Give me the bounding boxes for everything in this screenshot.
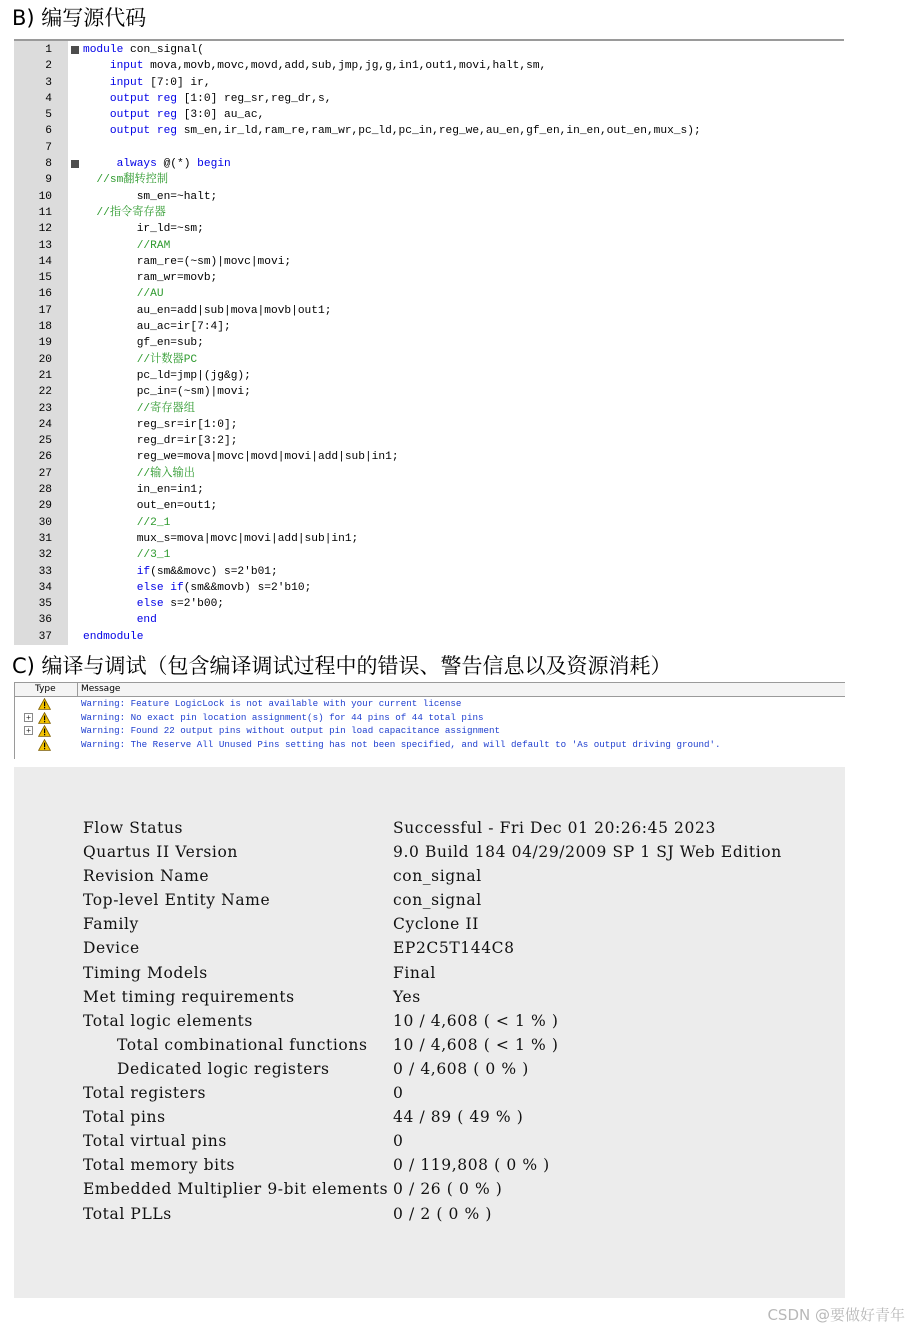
code-token: [7:0] ir,	[143, 76, 211, 89]
line-number: 10	[38, 190, 52, 203]
code-text	[83, 368, 251, 384]
code-comment: //AU	[83, 288, 164, 301]
code-text	[83, 303, 331, 319]
fold-toggle-icon[interactable]	[71, 46, 79, 54]
code-line	[14, 564, 844, 580]
summary-value: 0 / 2 ( 0 % )	[393, 1204, 492, 1223]
warning-message-text: Warning: The Reserve All Unused Pins setting has not been specified, and will default to 'As output driving ground'.	[81, 738, 721, 750]
summary-row	[14, 816, 845, 840]
code-text	[83, 547, 170, 563]
code-line	[14, 449, 844, 465]
code-token	[83, 77, 110, 89]
code-line	[14, 221, 844, 237]
code-comment: //3_1	[83, 549, 171, 562]
code-line	[14, 515, 844, 531]
code-line	[14, 58, 844, 74]
summary-label: Device	[83, 939, 140, 958]
summary-value: 0	[393, 1084, 404, 1103]
code-comment: //计数器PC	[83, 353, 198, 366]
line-number: 36	[38, 614, 52, 627]
code-token	[83, 109, 110, 121]
code-token	[83, 60, 110, 72]
code-text	[83, 482, 204, 498]
code-comment: //寄存器组	[83, 402, 195, 415]
line-number: 7	[45, 141, 52, 154]
warning-icon	[38, 698, 51, 710]
line-number: 12	[38, 223, 52, 236]
code-text	[83, 466, 195, 482]
summary-value: Successful - Fri Dec 01 20:26:45 2023	[393, 819, 716, 837]
code-text	[83, 42, 204, 58]
code-line	[14, 547, 844, 563]
line-number: 32	[38, 549, 52, 562]
code-line	[14, 270, 844, 286]
line-number: 1	[45, 44, 52, 56]
line-number: 26	[38, 451, 52, 464]
line-number: 5	[45, 109, 52, 122]
code-keyword: output reg	[109, 125, 177, 138]
code-text	[83, 286, 164, 302]
section-b-heading: B) 编写源代码	[12, 6, 147, 30]
code-text	[83, 596, 224, 612]
summary-value: 9.0 Build 184 04/29/2009 SP 1 SJ Web Edition	[393, 843, 782, 862]
summary-label: Quartus II Version	[83, 843, 238, 862]
code-line	[14, 303, 844, 319]
code-line	[14, 482, 844, 498]
line-number: 27	[38, 467, 52, 480]
code-line	[14, 498, 844, 514]
code-token: s=2'b00;	[163, 598, 225, 611]
code-text	[83, 629, 143, 645]
code-keyword: always	[116, 158, 157, 171]
code-keyword: module	[83, 44, 124, 56]
line-number: 8	[45, 158, 52, 171]
summary-value: 0 / 26 ( 0 % )	[393, 1180, 503, 1199]
summary-value: 0	[393, 1132, 404, 1151]
line-number: 25	[38, 435, 52, 448]
line-number: 29	[38, 500, 52, 513]
code-token: reg_dr=ir[3:2];	[83, 435, 238, 448]
code-line	[14, 189, 844, 205]
summary-label: Dedicated logic registers	[117, 1059, 330, 1078]
summary-row	[14, 1129, 845, 1153]
code-comment: //2_1	[83, 516, 171, 529]
summary-row	[14, 864, 845, 888]
line-number: 14	[38, 255, 52, 268]
code-line	[14, 140, 844, 156]
code-keyword: endmodule	[83, 630, 144, 643]
code-token: in_en=in1;	[83, 484, 204, 497]
message-rows	[15, 697, 845, 751]
code-text	[83, 75, 211, 91]
summary-label: Flow Status	[83, 819, 184, 837]
line-number: 3	[45, 76, 52, 89]
summary-row	[14, 840, 845, 864]
code-line	[14, 172, 844, 188]
code-token: reg_sr=ir[1:0];	[83, 418, 238, 431]
messages-header	[15, 683, 845, 697]
code-text	[83, 401, 195, 417]
line-number: 19	[38, 337, 52, 350]
code-token: ir_ld=~sm;	[83, 223, 204, 236]
code-text	[83, 531, 358, 547]
code-token: out_en=out1;	[83, 500, 218, 513]
summary-row	[14, 888, 845, 912]
summary-label: Total PLLs	[83, 1204, 172, 1223]
summary-value: 10 / 4,608 ( < 1 % )	[393, 1011, 559, 1030]
message-row[interactable]	[15, 738, 845, 752]
warning-message-text: Warning: No exact pin location assignment(s) for 44 pins of 44 total pins	[81, 711, 484, 723]
code-token: sm_en=~halt;	[83, 190, 218, 203]
summary-value: 44 / 89 ( 49 % )	[393, 1108, 524, 1127]
code-token: reg_we=mova|movc|movd|movi|add|sub|in1;	[83, 451, 399, 464]
code-keyword: input	[109, 60, 144, 73]
code-token: sm_en,ir_ld,ram_re,ram_wr,pc_ld,pc_in,reg_we,au_en,gf_en,in_en,out_en,mux_s);	[177, 125, 701, 138]
code-token: au_en=add|sub|mova|movb|out1;	[83, 304, 332, 317]
code-text	[83, 221, 204, 237]
line-number: 6	[45, 125, 52, 138]
line-number: 13	[38, 239, 52, 252]
expand-icon[interactable]: +	[24, 713, 33, 722]
code-keyword: else	[136, 598, 164, 611]
line-number: 2	[45, 60, 52, 73]
warning-icon	[38, 712, 51, 724]
code-text	[83, 433, 237, 449]
message-row[interactable]	[15, 697, 845, 711]
line-number: 22	[38, 386, 52, 399]
summary-value: EP2C5T144C8	[393, 939, 515, 958]
code-text	[83, 612, 157, 628]
code-token: ram_re=(~sm)|movc|movi;	[83, 255, 292, 268]
summary-row	[14, 1033, 845, 1057]
summary-label: Total pins	[83, 1108, 166, 1127]
summary-label: Total logic elements	[83, 1011, 253, 1030]
code-text	[83, 172, 168, 188]
line-number: 37	[38, 630, 52, 643]
code-token: pc_ld=jmp|(jg&g);	[83, 369, 251, 382]
code-keyword: input	[109, 76, 144, 89]
line-number: 16	[38, 288, 52, 301]
line-number: 20	[38, 353, 52, 366]
summary-row	[14, 985, 845, 1009]
code-text	[83, 335, 204, 351]
summary-label: Top-level Entity Name	[83, 891, 271, 910]
code-token: @(*)	[156, 158, 198, 171]
expand-icon[interactable]: +	[24, 726, 33, 735]
fold-toggle-icon[interactable]	[71, 160, 79, 168]
message-row[interactable]	[15, 724, 845, 738]
summary-value: 0 / 119,808 ( 0 % )	[393, 1156, 550, 1175]
summary-row	[14, 1057, 845, 1081]
summary-value: Cyclone II	[393, 915, 479, 934]
warning-message-text: Warning: Feature LogicLock is not available with your current license	[81, 698, 462, 709]
code-keyword: end	[136, 614, 157, 627]
warning-icon	[38, 725, 51, 737]
watermark: CSDN @要做好青年	[767, 1306, 905, 1324]
summary-row	[14, 936, 845, 960]
code-line	[14, 612, 844, 628]
code-text	[83, 205, 166, 221]
code-token: pc_in=(~sm)|movi;	[83, 386, 251, 399]
code-text	[83, 156, 231, 172]
code-line	[14, 629, 844, 645]
summary-label: Revision Name	[83, 867, 210, 886]
code-line	[14, 417, 844, 433]
flow-summary-table	[14, 816, 845, 1226]
summary-value: Yes	[393, 987, 421, 1006]
code-line	[14, 107, 844, 123]
code-text	[83, 449, 399, 465]
summary-row	[14, 1081, 845, 1105]
code-text	[83, 270, 217, 286]
code-line	[14, 238, 844, 254]
code-line	[14, 466, 844, 482]
line-number: 31	[38, 532, 52, 545]
summary-value: con_signal	[393, 891, 482, 910]
summary-label: Met timing requirements	[83, 987, 295, 1006]
code-text	[83, 564, 278, 580]
summary-row	[14, 1202, 845, 1226]
flow-summary-panel	[14, 767, 845, 1298]
line-number: 33	[38, 565, 52, 578]
line-number: 17	[38, 304, 52, 317]
code-token: (sm&&movb) s=2'b10;	[183, 581, 312, 594]
code-line	[14, 368, 844, 384]
code-token: gf_en=sub;	[83, 337, 204, 350]
code-token	[83, 566, 137, 578]
summary-value: Final	[393, 963, 436, 982]
code-keyword: begin	[197, 158, 231, 171]
code-line	[14, 319, 844, 335]
code-line	[14, 42, 844, 58]
message-row[interactable]	[15, 711, 845, 725]
code-text	[83, 352, 197, 368]
code-token: [3:0] au_ac,	[177, 109, 265, 122]
code-token: con_signal(	[123, 44, 204, 56]
code-text	[83, 91, 331, 107]
summary-label: Total memory bits	[83, 1156, 236, 1175]
code-token: mova,movb,movc,movd,add,sub,jmp,jg,g,in1,out1,movi,halt,sm,	[143, 60, 547, 73]
summary-label: Embedded Multiplier 9-bit elements	[83, 1180, 389, 1199]
summary-label: Total combinational functions	[117, 1035, 368, 1054]
code-text	[83, 384, 251, 400]
code-token	[83, 125, 110, 137]
line-number: 9	[45, 174, 52, 187]
code-comment: //RAM	[83, 239, 171, 252]
code-text	[83, 498, 217, 514]
code-text	[83, 319, 231, 335]
summary-row	[14, 1153, 845, 1177]
code-line	[14, 205, 844, 221]
line-number: 4	[45, 92, 52, 105]
line-number: 21	[38, 369, 52, 382]
code-line	[14, 580, 844, 596]
summary-row	[14, 1177, 845, 1201]
summary-row	[14, 1009, 845, 1033]
code-keyword: else if	[136, 581, 184, 594]
type-column-header[interactable]: Type	[35, 684, 56, 694]
warning-icon	[38, 739, 51, 751]
line-number: 35	[38, 598, 52, 611]
code-line	[14, 254, 844, 270]
code-line	[14, 433, 844, 449]
code-text	[83, 107, 264, 123]
line-number: 15	[38, 272, 52, 285]
code-text	[83, 58, 546, 74]
summary-row	[14, 1105, 845, 1129]
summary-row	[14, 912, 845, 936]
code-line	[14, 75, 844, 91]
code-token: mux_s=mova|movc|movi|add|sub|in1;	[83, 532, 359, 545]
code-keyword: if	[136, 565, 151, 578]
code-keyword: output reg	[109, 109, 177, 122]
code-comment: //输入输出	[83, 467, 195, 480]
code-line	[14, 596, 844, 612]
code-token	[83, 582, 137, 594]
code-line	[14, 384, 844, 400]
line-number: 23	[38, 402, 52, 415]
code-line	[14, 286, 844, 302]
code-line	[14, 531, 844, 547]
code-keyword: output reg	[109, 92, 177, 105]
line-number: 30	[38, 516, 52, 529]
message-column-header[interactable]: Message	[81, 684, 121, 694]
summary-row	[14, 961, 845, 985]
code-comment: //指令寄存器	[83, 206, 166, 219]
code-line	[14, 335, 844, 351]
code-text	[83, 238, 170, 254]
code-line	[14, 91, 844, 107]
line-number: 18	[38, 321, 52, 334]
code-text	[83, 580, 311, 596]
line-number: 34	[38, 581, 52, 594]
summary-label: Total registers	[83, 1084, 207, 1103]
warning-message-text: Warning: Found 22 output pins without output pin load capacitance assignment	[81, 725, 501, 736]
code-token: [1:0] reg_sr,reg_dr,s,	[177, 92, 332, 105]
code-text	[83, 123, 701, 139]
summary-label: Total virtual pins	[83, 1132, 227, 1151]
code-token	[83, 93, 110, 105]
code-line	[14, 401, 844, 417]
code-lines	[14, 42, 844, 645]
code-text	[83, 189, 217, 205]
line-number: 28	[38, 484, 52, 497]
code-token: (sm&&movc) s=2'b01;	[150, 565, 278, 578]
code-line	[14, 123, 844, 139]
code-token: au_ac=ir[7:4];	[83, 321, 231, 334]
code-line	[14, 352, 844, 368]
summary-label: Timing Models	[83, 963, 208, 982]
column-divider[interactable]	[77, 683, 78, 696]
code-text	[83, 417, 237, 433]
code-token	[83, 614, 137, 626]
code-text	[83, 515, 170, 531]
messages-panel	[14, 682, 845, 759]
code-text	[83, 254, 291, 270]
summary-value: 0 / 4,608 ( 0 % )	[393, 1059, 529, 1078]
code-token	[83, 158, 117, 170]
line-number: 11	[38, 206, 52, 219]
summary-label: Family	[83, 915, 139, 934]
summary-value: 10 / 4,608 ( < 1 % )	[393, 1035, 559, 1054]
code-comment: //sm翻转控制	[83, 174, 169, 187]
line-number: 24	[38, 418, 52, 431]
summary-value: con_signal	[393, 867, 482, 886]
code-token	[83, 598, 137, 610]
code-editor[interactable]	[14, 39, 844, 645]
code-token: ram_wr=movb;	[83, 272, 218, 285]
section-c-heading: C) 编译与调试（包含编译调试过程中的错误、警告信息以及资源消耗）	[12, 654, 672, 678]
code-line	[14, 156, 844, 172]
